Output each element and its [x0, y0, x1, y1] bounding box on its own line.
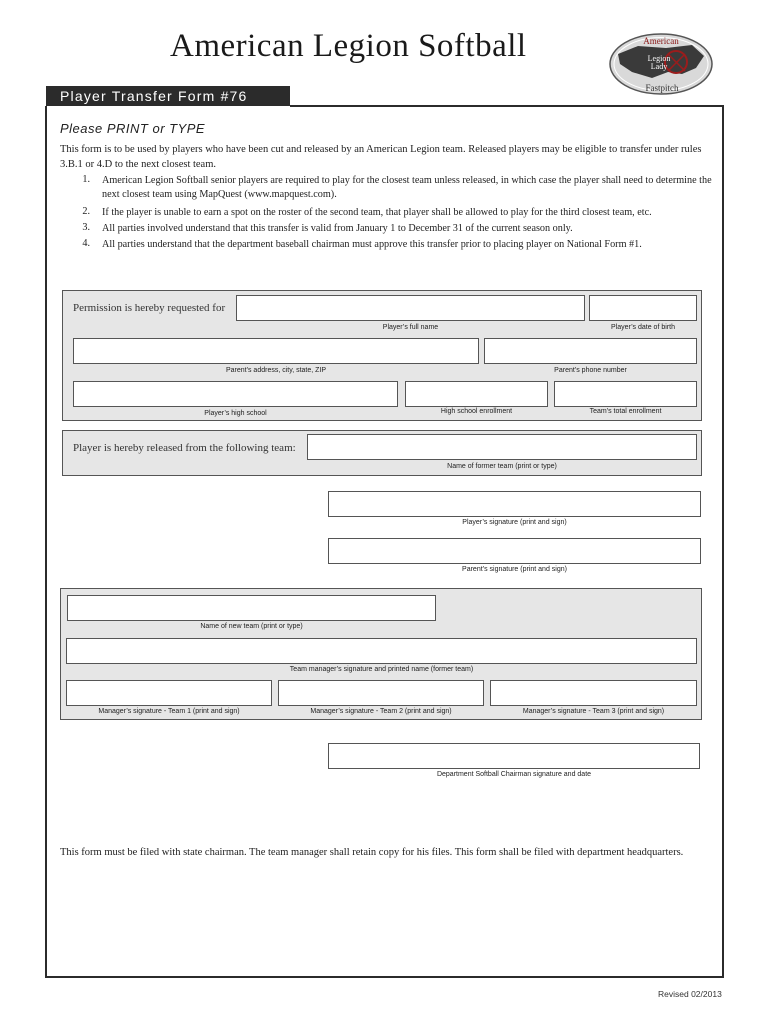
player-signature-caption: Player’s signature (print and sign) — [462, 519, 567, 526]
filing-note: This form must be filed with state chairman. The team manager shall retain copy for his files. This form shall be filed with department headquarters. — [60, 847, 684, 858]
parent-signature-field[interactable] — [328, 538, 701, 564]
svg-text:Legion: Legion — [647, 54, 671, 63]
american-legion-lady-fastpitch-logo — [608, 32, 714, 96]
parent-address-caption: Parent’s address, city, state, ZIP — [225, 367, 327, 374]
hs-enrollment-caption: High school enrollment — [440, 408, 513, 415]
manager-team2-field[interactable] — [278, 680, 484, 706]
player-signature-field[interactable] — [328, 491, 701, 517]
revision-date: Revised 02/2013 — [658, 989, 722, 999]
list-item-text: All parties understand that the department baseball chairman must approve this transfer prior to placing player on National Form #1. — [102, 239, 642, 250]
team-enrollment-field[interactable] — [554, 381, 697, 407]
permission-panel — [62, 290, 702, 421]
list-item-text: American Legion Softball senior players are required to play for the closest team unless released, in which case the player shall need to determine the next closest team using MapQuest (www.mapquest.com). — [102, 175, 712, 200]
hs-enrollment-field[interactable] — [405, 381, 548, 407]
manager-team1-caption: Manager’s signature - Team 1 (print and sign) — [98, 708, 240, 715]
form-name-bar: Player Transfer Form #76 — [46, 86, 290, 106]
former-team-caption: Name of former team (print or type) — [447, 463, 557, 470]
manager-team3-field[interactable] — [490, 680, 697, 706]
parent-signature-caption: Parent’s signature (print and sign) — [462, 566, 567, 573]
former-team-field[interactable] — [307, 434, 697, 460]
manager-team1-field[interactable] — [66, 680, 272, 706]
intro-paragraph: This form is to be used by players who have been cut and released by an American Legion team. Released players may be eligible to transfer under rules 3.B.1 or 4.D to the next closest team. — [60, 144, 702, 170]
print-instruction: Please PRINT or TYPE — [60, 121, 206, 136]
permission-label: Permission is hereby requested for — [73, 302, 226, 314]
page-title: American Legion Softball — [170, 28, 527, 64]
svg-text:Fastpitch: Fastpitch — [645, 83, 679, 93]
parent-phone-field[interactable] — [484, 338, 697, 364]
parent-phone-caption: Parent’s phone number — [554, 367, 627, 374]
manager-team3-caption: Manager’s signature - Team 3 (print and sign) — [522, 708, 665, 715]
release-label: Player is hereby released from the following team: — [73, 442, 296, 454]
list-item-number: 3. — [82, 222, 90, 233]
team-enrollment-caption: Team’s total enrollment — [589, 408, 662, 415]
player-full-name-field[interactable] — [236, 295, 585, 321]
player-dob-caption: Player’s date of birth — [611, 324, 675, 331]
new-team-name-caption: Name of new team (print or type) — [200, 623, 303, 630]
player-full-name-caption: Player’s full name — [382, 324, 439, 331]
chairman-signature-caption: Department Softball Chairman signature and date — [436, 771, 592, 778]
list-item-number: 1. — [82, 174, 90, 185]
list-item-text: If the player is unable to earn a spot on the roster of the second team, that player shall be allowed to play for the third closest team, etc. — [102, 207, 652, 218]
list-item-number: 4. — [82, 238, 90, 249]
release-panel — [62, 430, 702, 476]
list-item-number: 2. — [82, 206, 90, 217]
svg-text:Lady: Lady — [650, 62, 668, 71]
manager-former-caption: Team manager’s signature and printed name (former team) — [289, 666, 474, 673]
list-item-text: All parties involved understand that this transfer is valid from January 1 to December 31 of the current season only. — [102, 223, 573, 234]
player-dob-field[interactable] — [589, 295, 697, 321]
manager-team2-caption: Manager’s signature - Team 2 (print and sign) — [310, 708, 452, 715]
parent-address-field[interactable] — [73, 338, 479, 364]
high-school-caption: Player’s high school — [204, 410, 267, 417]
manager-former-field[interactable] — [66, 638, 697, 664]
high-school-field[interactable] — [73, 381, 398, 407]
new-team-name-field[interactable] — [67, 595, 436, 621]
svg-text:American: American — [643, 36, 679, 46]
chairman-signature-field[interactable] — [328, 743, 700, 769]
new-team-panel — [60, 588, 702, 720]
